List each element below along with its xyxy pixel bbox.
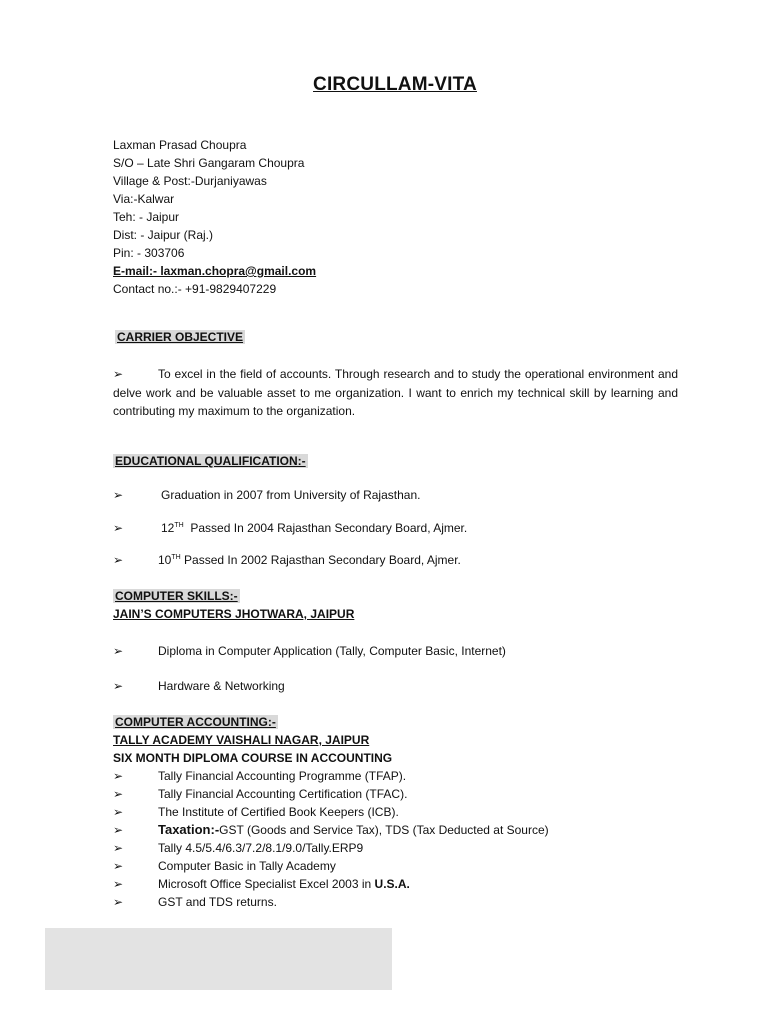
accounting-heading: COMPUTER ACCOUNTING:- — [115, 715, 276, 729]
phone-line: Contact no.:- +91-9829407229 — [113, 282, 277, 296]
computer-skills-institute: JAIN’S COMPUTERS JHOTWARA, JAIPUR — [113, 607, 355, 621]
list-item: ➢ 12TH Passed In 2004 Rajasthan Secondary Board, Ajmer. — [113, 521, 468, 535]
pin-line: Pin: - 303706 — [113, 246, 185, 260]
arrow-bullet-icon: ➢ — [113, 841, 124, 856]
list-item: ➢ Tally 4.5/5.4/6.3/7.2/8.1/9.0/Tally.ERP9 — [113, 840, 549, 858]
objective-paragraph: ➢ To excel in the field of accounts. Through research and to study the operational environment and delve work and be valuable asset to me organization. I want to enrich my technical skill by learning and contributing my maximum to the organization. — [113, 367, 678, 418]
arrow-bullet-icon: ➢ — [113, 367, 124, 381]
arrow-bullet-icon: ➢ — [113, 858, 124, 873]
arrow-bullet-icon: ➢ — [113, 876, 124, 891]
computer-skills-heading: COMPUTER SKILLS:- — [115, 589, 238, 603]
accounting-course: SIX MONTH DIPLOMA COURSE IN ACCOUNTING — [113, 751, 393, 765]
arrow-bullet-icon: ➢ — [113, 488, 124, 502]
arrow-bullet-icon: ➢ — [113, 644, 124, 658]
list-item: ➢ The Institute of Certified Book Keepers (ICB). — [113, 804, 549, 822]
contact-block — [113, 136, 316, 298]
arrow-bullet-icon: ➢ — [113, 894, 124, 909]
list-item: ➢ Taxation:-GST (Goods and Service Tax), TDS (Tax Deducted at Source) — [113, 821, 549, 840]
list-item: ➢ Computer Basic in Tally Academy — [113, 858, 549, 876]
email-line[interactable]: E-mail:- laxman.chopra@gmail.com — [113, 264, 317, 278]
document-title: CIRCULLAM-VITA — [313, 74, 477, 95]
arrow-bullet-icon: ➢ — [113, 553, 124, 567]
via-line: Via:-Kalwar — [113, 192, 175, 206]
applicant-name: Laxman Prasad Choupra — [113, 138, 247, 152]
relation-line: S/O – Late Shri Gangaram Choupra — [113, 156, 305, 170]
accounting-institute: TALLY ACADEMY VAISHALI NAGAR, JAIPUR — [113, 733, 370, 747]
education-heading: EDUCATIONAL QUALIFICATION:- — [115, 454, 306, 468]
arrow-bullet-icon: ➢ — [113, 521, 124, 535]
list-item: ➢ Graduation in 2007 from University of Rajasthan. — [113, 488, 421, 502]
list-item: ➢ Hardware & Networking — [113, 679, 285, 693]
arrow-bullet-icon: ➢ — [113, 786, 124, 801]
dist-line: Dist: - Jaipur (Raj.) — [113, 228, 214, 242]
village-line: Village & Post:-Durjaniyawas — [113, 174, 267, 188]
arrow-bullet-icon: ➢ — [113, 823, 124, 838]
list-item: ➢ Diploma in Computer Application (Tally, Computer Basic, Internet) — [113, 644, 506, 658]
accounting-list — [113, 768, 549, 911]
list-item: ➢ Microsoft Office Specialist Excel 2003 in U.S.A. — [113, 876, 549, 894]
list-item: ➢ 10TH Passed In 2002 Rajasthan Secondary Board, Ajmer. — [113, 553, 461, 567]
arrow-bullet-icon: ➢ — [113, 769, 124, 783]
objective-heading: CARRIER OBJECTIVE — [117, 330, 244, 344]
arrow-bullet-icon: ➢ — [113, 804, 124, 819]
list-item: ➢ Tally Financial Accounting Programme (TFAP). — [113, 768, 549, 786]
list-item: ➢ Tally Financial Accounting Certification (TFAC). — [113, 786, 549, 804]
arrow-bullet-icon: ➢ — [113, 679, 124, 693]
grey-overlay-box — [45, 928, 392, 990]
teh-line: Teh: - Jaipur — [113, 210, 180, 224]
list-item: ➢ GST and TDS returns. — [113, 894, 549, 912]
